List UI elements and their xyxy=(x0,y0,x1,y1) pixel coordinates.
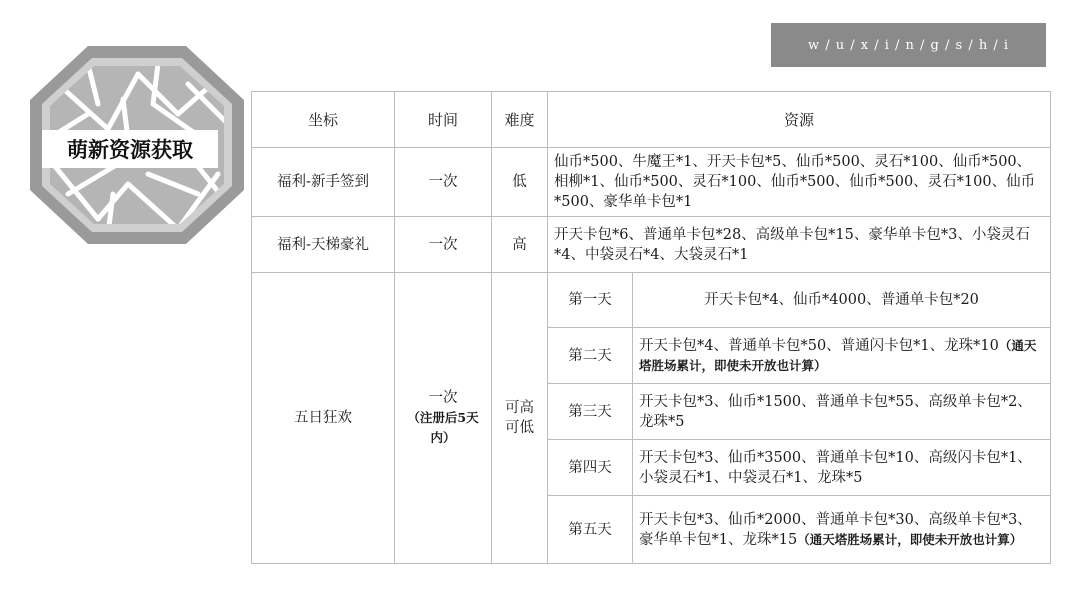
resource-table xyxy=(251,91,1051,564)
day-resources-note: （通天塔胜场累计，即使未开放也计算） xyxy=(797,531,1023,547)
table-row xyxy=(252,217,1051,273)
day-label: 第四天 xyxy=(548,440,633,496)
carnival-location: 五日狂欢 xyxy=(252,273,395,564)
row-resources: 仙币*500、牛魔王*1、开天卡包*5、仙币*500、灵石*100、仙币*500、相柳*1、仙币*500、灵石*100、仙币*500、仙币*500、灵石*100、仙币*500、豪华单卡包*1 xyxy=(548,148,1051,217)
day-resources-text: 开天卡包*4、普通单卡包*50、普通闪卡包*1、龙珠*10 xyxy=(639,337,999,354)
carnival-time-note: （注册后5天内） xyxy=(407,410,479,445)
day-resources: 开天卡包*4、仙币*4000、普通单卡包*20 xyxy=(633,273,1051,328)
row-time: 一次 xyxy=(395,148,492,217)
day-resources: 开天卡包*3、仙币*1500、普通单卡包*55、高级单卡包*2、龙珠*5 xyxy=(633,384,1051,440)
header-difficulty: 难度 xyxy=(492,92,548,148)
day-label: 第五天 xyxy=(548,496,633,564)
header-time: 时间 xyxy=(395,92,492,148)
table-header-row xyxy=(252,92,1051,148)
day-resources-text: 开天卡包*3、仙币*2000、普通单卡包*30、高级单卡包*3、豪华单卡包*1、龙珠*15 xyxy=(639,511,1032,548)
carnival-time xyxy=(395,273,492,564)
carnival-time-label: 一次 xyxy=(428,390,458,406)
day-label: 第三天 xyxy=(548,384,633,440)
row-resources: 开天卡包*6、普通单卡包*28、高级单卡包*15、豪华单卡包*3、小袋灵石*4、中袋灵石*4、大袋灵石*1 xyxy=(548,217,1051,273)
row-difficulty: 高 xyxy=(492,217,548,273)
table-row xyxy=(252,148,1051,217)
carnival-row xyxy=(252,273,1051,328)
day-resources: 开天卡包*3、仙币*3500、普通单卡包*10、高级闪卡包*1、小袋灵石*1、中袋灵石*1、龙珠*5 xyxy=(633,440,1051,496)
emblem-title: 萌新资源获取 xyxy=(42,130,218,168)
day-resources xyxy=(633,496,1051,564)
day-label: 第一天 xyxy=(548,273,633,328)
header-location: 坐标 xyxy=(252,92,395,148)
row-time: 一次 xyxy=(395,217,492,273)
row-difficulty: 低 xyxy=(492,148,548,217)
header-resources: 资源 xyxy=(548,92,1051,148)
watermark-banner: w / u / x / i / n / g / s / h / i xyxy=(771,23,1046,67)
carnival-difficulty: 可高可低 xyxy=(492,273,548,564)
day-label: 第二天 xyxy=(548,328,633,384)
row-location: 福利-天梯豪礼 xyxy=(252,217,395,273)
day-resources xyxy=(633,328,1051,384)
day-resources-note: （通天塔胜场累计，即使未开放也计算） xyxy=(639,337,1037,373)
row-location: 福利-新手签到 xyxy=(252,148,395,217)
